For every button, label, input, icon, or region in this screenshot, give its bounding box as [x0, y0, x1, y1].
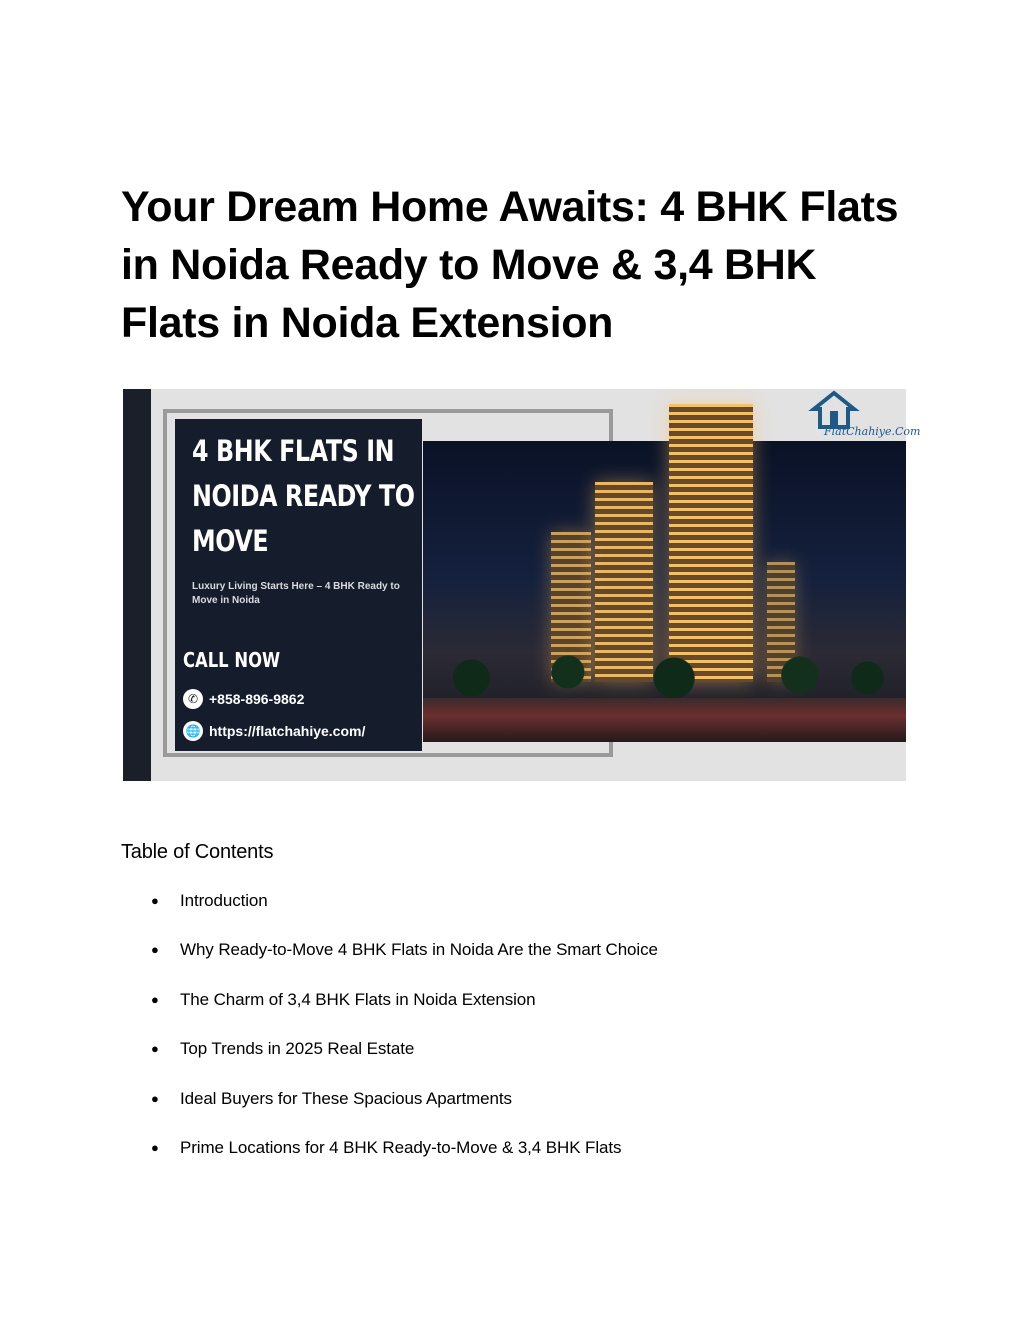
toc-item [121, 1034, 658, 1083]
flatchahiye-logo [808, 391, 921, 443]
bullet-icon: ● [151, 1090, 159, 1106]
banner-tagline: Luxury Living Starts Here – 4 BHK Ready to Move in Noida [192, 581, 400, 606]
call-now-label: CALL NOW [183, 648, 281, 672]
toc-item [121, 886, 658, 935]
website-row [183, 721, 365, 741]
page-title: Your Dream Home Awaits: 4 BHK Flats in Noida Ready to Move & 3,4 BHK Flats in Noida Extension [121, 183, 899, 347]
toc-item-label: Prime Locations for 4 BHK Ready-to-Move & 3,4 BHK Flats [180, 1137, 622, 1157]
globe-icon: 🌐 [183, 721, 203, 741]
toc-list [121, 886, 658, 1182]
website-url: https://flatchahiye.com/ [209, 723, 366, 739]
toc-item [121, 1084, 658, 1133]
logo-text: FlatChahiye.Com [824, 425, 921, 438]
road-lights [423, 698, 906, 742]
bullet-icon: ● [151, 942, 159, 958]
promo-banner [123, 389, 921, 781]
banner-info-panel [175, 419, 422, 751]
toc-item-label: Ideal Buyers for These Spacious Apartments [180, 1088, 512, 1108]
bullet-icon: ● [151, 991, 159, 1007]
tower-shape [669, 404, 753, 682]
bullet-icon: ● [151, 893, 159, 908]
phone-number: +858-896-9862 [209, 691, 305, 707]
toc-item [121, 985, 658, 1034]
bullet-icon: ● [151, 1139, 159, 1155]
toc-item-label: The Charm of 3,4 BHK Flats in Noida Extension [180, 989, 536, 1009]
building-photo [423, 441, 906, 742]
phone-row [183, 689, 304, 709]
toc-item-label: Top Trends in 2025 Real Estate [180, 1039, 415, 1059]
banner-stripe [123, 389, 151, 781]
phone-icon: ✆ [183, 689, 203, 709]
toc-heading: Table of Contents [121, 841, 274, 863]
banner-heading: 4 BHK FLATS IN NOIDA READY TO MOVE [192, 434, 415, 558]
trees-silhouette [423, 642, 906, 702]
bullet-icon: ● [151, 1041, 159, 1057]
toc-item [121, 1133, 658, 1182]
toc-item-label: Why Ready-to-Move 4 BHK Flats in Noida Are the Smart Choice [180, 940, 658, 960]
toc-item-label: Introduction [180, 891, 268, 910]
toc-item [121, 935, 658, 984]
